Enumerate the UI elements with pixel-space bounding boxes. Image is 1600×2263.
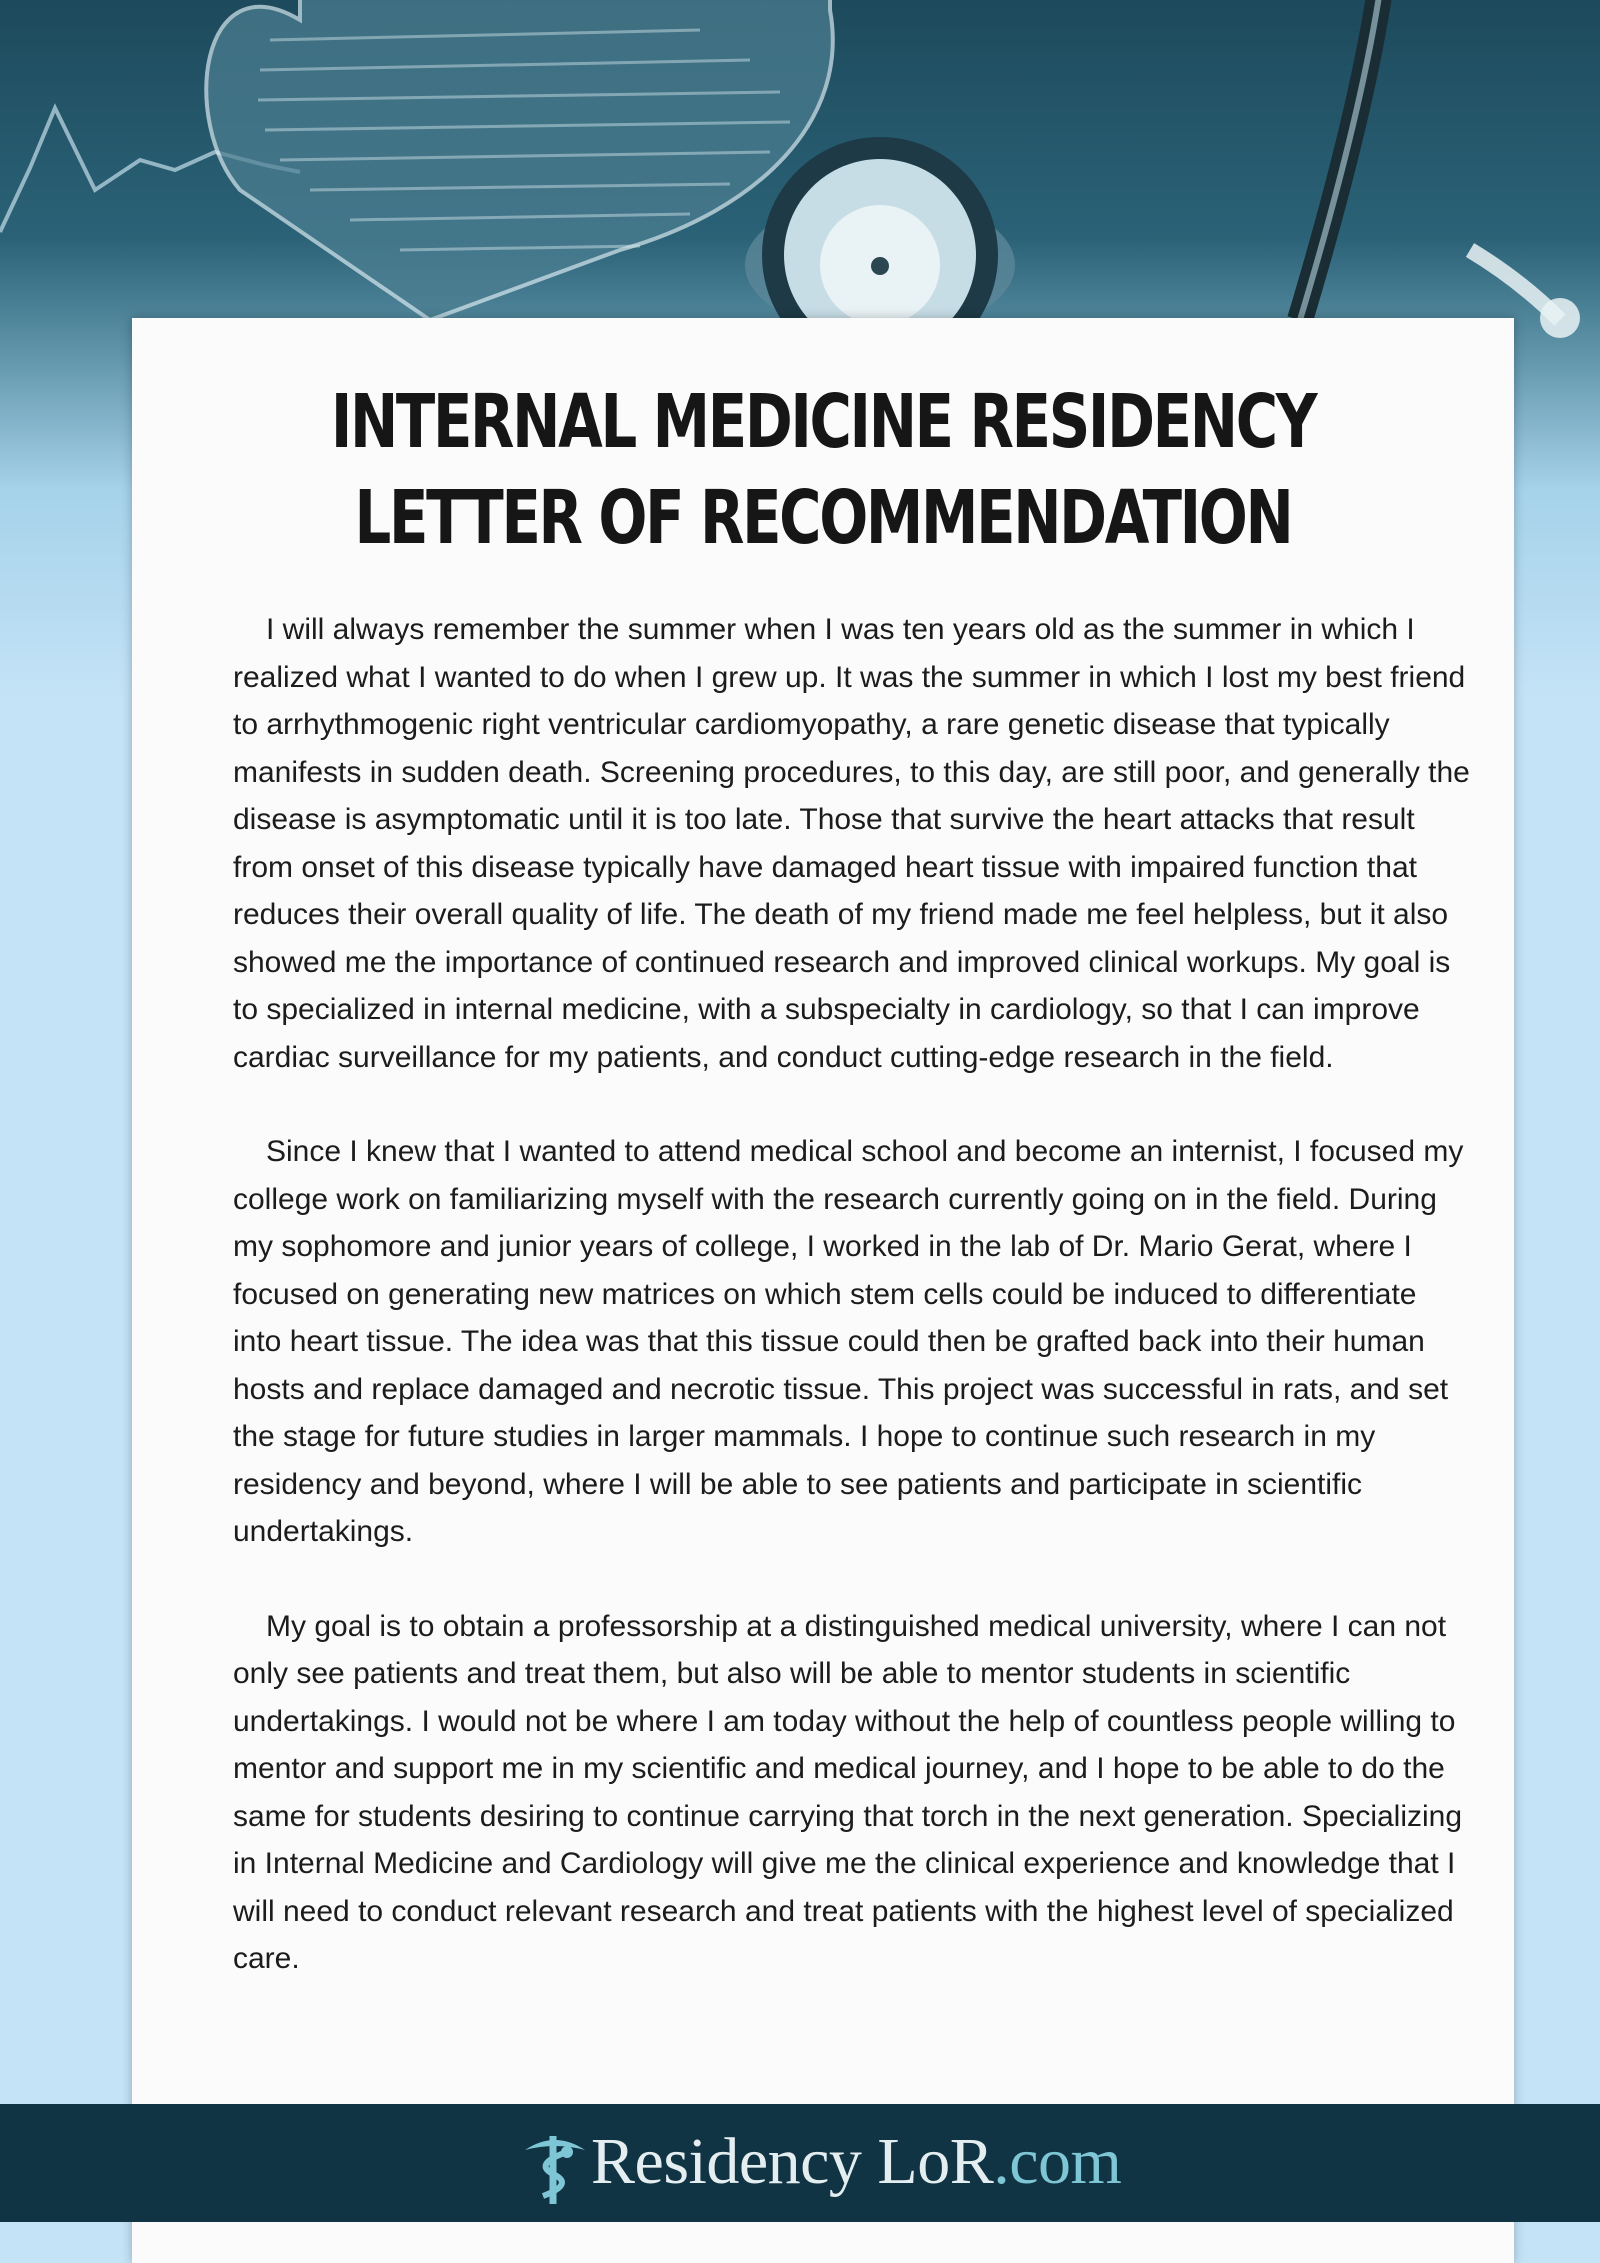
caduceus-icon — [505, 2112, 605, 2212]
logo-text — [591, 2124, 1121, 2200]
logo-word: Residency LoR — [591, 2125, 994, 2198]
title-line-2: LETTER OF RECOMMENDATION — [354, 475, 1292, 561]
paragraph-3: My goal is to obtain a professorship at a distinguished medical university, where I can not only see patients and treat them, but also will be able to mentor students in scientific undertakings. I would not be where I am today without the help of countless people willing to mentor and support me in my scientific and medical journey, and I hope to be able to do the same for students desiring to continue carrying that torch in the next generation. Specializing in Internal Medicine and Cardiology will give me the clinical experience and knowledge that I will need to conduct relevant research and treat patients with the highest level of specialized care. — [233, 1609, 1463, 1975]
paragraph-2: Since I knew that I wanted to attend medical school and become an internist, I focused my college work on familiarizing myself with the research currently going on in the field. During my sophomore and junior years of college, I worked in the lab of Dr. Mario Gerat, where I focused on generating new matrices on which stem cells could be induced to differentiate into heart tissue. The idea was that this tissue could then be grafted back into their human hosts and replace damaged and necrotic tissue. This project was successful in rats, and set the stage for future studies in larger mammals. I hope to continue such research in my residency and beyond, where I will be able to see patients and participate in scientific undertakings. — [233, 1135, 1464, 1548]
page-title — [284, 374, 1362, 566]
paragraph-1: I will always remember the summer when I was ten years old as the summer in which I realized what I wanted to do when I grew up. It was the summer in which I lost my best friend to arrhythmogenic right ventricular cardiomyopathy, a rare genetic disease that typically manifests in sudden death. Screening procedures, to this day, are still poor, and generally the disease is asymptomatic until it is too late. Those that survive the heart attacks that result from onset of this disease typically have damaged heart tissue with impaired function that reduces their overall quality of life. The death of my friend made me feel helpless, but it also showed me the importance of continued research and improved clinical workups. My goal is to specialized in internal medicine, with a subspecialty in cardiology, so that I can improve cardiac surveillance for my patients, and conduct cutting-edge research in the field. — [233, 613, 1470, 1074]
title-line-1: INTERNAL MEDICINE RESIDENCY — [330, 379, 1316, 465]
site-logo[interactable] — [505, 2112, 1125, 2212]
letter-body — [233, 606, 1473, 2030]
logo-suffix: .com — [993, 2125, 1122, 2198]
letter-page — [132, 318, 1514, 2263]
chest-piece-dot — [871, 257, 889, 275]
